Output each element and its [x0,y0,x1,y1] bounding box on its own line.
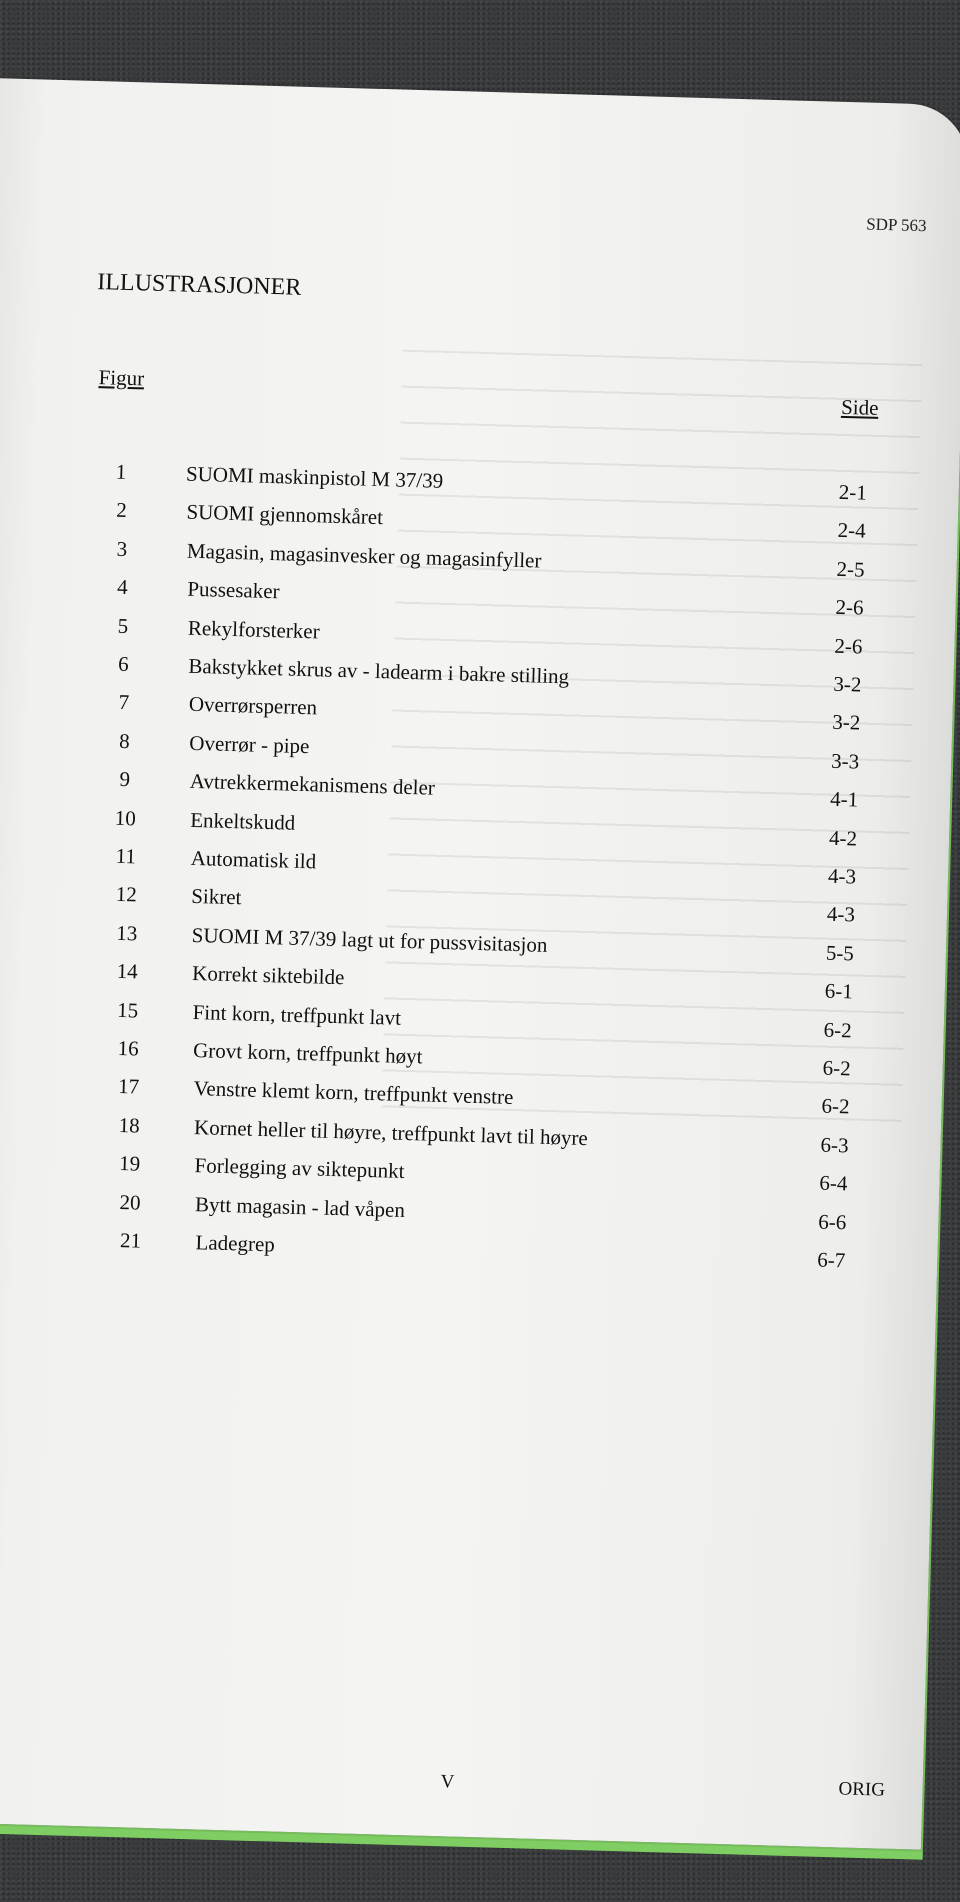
figure-page: 2-6 [834,633,863,659]
figure-number: 10 [114,805,137,830]
figure-list [0,78,960,1850]
figure-page: 6-6 [818,1209,847,1234]
page-numeral: V [440,1771,455,1793]
figure-page: 4-1 [829,786,859,812]
figure-number: 4 [116,574,129,600]
figure-page: 3-2 [831,710,861,735]
figure-number: 19 [118,1151,141,1176]
figure-title: Overrørsperren [188,692,318,720]
figure-page: 6-7 [816,1247,846,1273]
figure-page: 4-3 [827,863,857,889]
column-header-figur: Figur [98,365,145,391]
figure-number: 12 [115,882,138,907]
figure-number: 6 [117,651,130,677]
figure-title: Enkeltskudd [189,807,296,835]
figure-number: 17 [117,1074,140,1099]
figure-page: 6-2 [823,1017,853,1043]
figure-title: Korrekt siktebilde [191,961,345,990]
document-page [0,78,960,1850]
figure-title: Kornet heller til høyre, treffpunkt lavt til høyre [193,1114,589,1150]
figure-title: Forlegging av siktepunkt [194,1153,405,1184]
figure-page: 3-2 [833,671,862,697]
section-heading: ILLUSTRASJONER [96,269,302,301]
figure-title: Overrør - pipe [189,730,310,758]
figure-number: 8 [118,728,130,753]
figure-number: 21 [119,1228,142,1253]
figure-page: 6-2 [822,1055,852,1081]
figure-title: Ladegrep [195,1230,276,1257]
figure-title: SUOMI maskinpistol M 37/39 [185,461,444,493]
figure-page: 2-1 [838,479,868,505]
figure-title: Fint korn, treffpunkt lavt [192,999,402,1030]
figure-title: Bakstykket skrus av - ladearm i bakre stilling [188,653,570,689]
figure-title: SUOMI M 37/39 lagt ut for pussvisitasjon [191,922,548,957]
figure-number: 1 [115,459,127,484]
figure-number: 11 [115,843,137,869]
figure-number: 9 [119,767,131,792]
figure-title: Automatisk ild [190,845,317,874]
column-header-side: Side [840,394,879,420]
figure-page: 5-5 [825,940,855,966]
figure-title: Bytt magasin - lad våpen [194,1191,406,1222]
figure-page: 6-1 [824,978,854,1004]
figure-title: Pussesaker [187,576,280,604]
document-code: SDP 563 [865,214,927,236]
figure-title: Avtrekkermekanismens deler [189,769,436,800]
figure-page: 2-4 [837,518,867,544]
figure-number: 18 [118,1112,140,1138]
figure-page: 6-2 [821,1094,850,1119]
figure-number: 7 [118,690,130,715]
figure-number: 13 [115,920,138,946]
figure-number: 16 [117,1035,140,1061]
figure-title: Sikret [190,884,242,910]
orig-stamp: ORIG [838,1778,886,1801]
figure-page: 4-3 [826,902,856,927]
figure-number: 5 [117,613,129,638]
figure-page: 6-4 [819,1170,848,1196]
figure-page: 3-3 [830,748,860,774]
figure-title: Grovt korn, treffpunkt høyt [192,1038,423,1069]
figure-title: Magasin, magasinvesker og magasinfyller [186,538,542,573]
figure-page: 2-6 [835,595,864,620]
figure-title: Venstre klemt korn, treffpunkt venstre [193,1076,514,1110]
figure-number: 20 [119,1189,141,1215]
figure-number: 2 [115,498,128,523]
figure-page: 6-3 [820,1132,849,1158]
figure-title: Rekylforsterker [187,615,321,644]
figure-page: 2-5 [836,556,865,582]
figure-page: 4-2 [828,825,858,851]
figure-number: 15 [116,997,139,1023]
figure-number: 3 [116,536,128,561]
figure-title: SUOMI gjennomskåret [186,500,384,530]
figure-number: 14 [116,959,139,984]
